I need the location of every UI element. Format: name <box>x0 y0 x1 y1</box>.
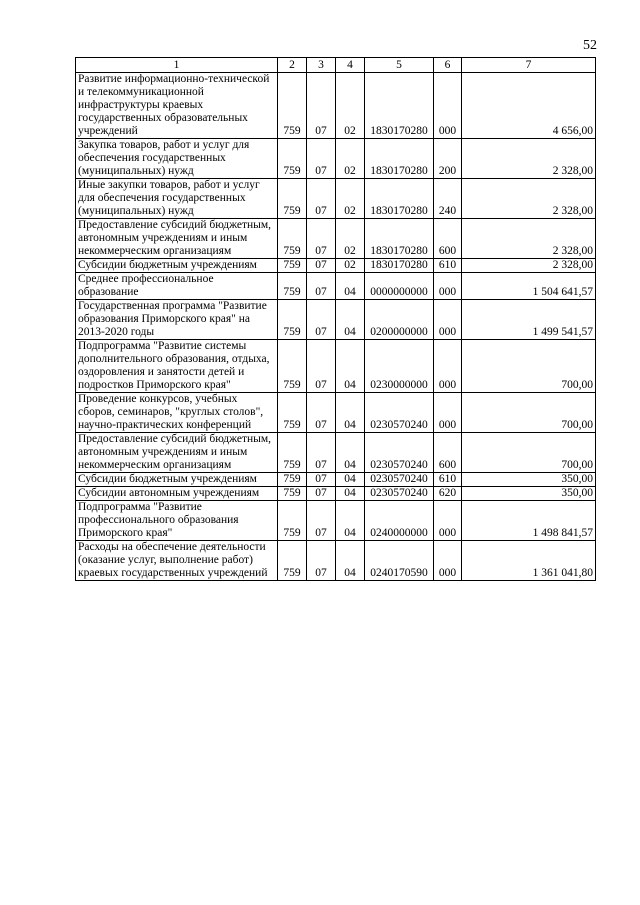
expense-type-cell: 000 <box>434 501 462 541</box>
expense-type-cell: 000 <box>434 340 462 393</box>
target-article-cell: 0230000000 <box>365 340 434 393</box>
table-row <box>76 393 596 433</box>
subsection-code-cell: 04 <box>336 487 365 501</box>
expense-type-cell: 600 <box>434 219 462 259</box>
table-row <box>76 473 596 487</box>
section-code-cell: 07 <box>307 259 336 273</box>
section-code-cell: 07 <box>307 541 336 581</box>
subsection-code-cell: 02 <box>336 259 365 273</box>
section-code-cell: 07 <box>307 139 336 179</box>
section-code-cell: 07 <box>307 473 336 487</box>
table-row <box>76 433 596 473</box>
ministry-code-cell: 759 <box>278 219 307 259</box>
target-article-cell: 1830170280 <box>365 139 434 179</box>
expense-type-cell: 620 <box>434 487 462 501</box>
amount-cell: 4 656,00 <box>462 73 596 139</box>
expense-type-cell: 240 <box>434 179 462 219</box>
ministry-code-cell: 759 <box>278 179 307 219</box>
table-body <box>76 73 596 581</box>
target-article-cell: 0000000000 <box>365 273 434 300</box>
table-row <box>76 73 596 139</box>
expense-type-cell: 610 <box>434 473 462 487</box>
target-article-cell: 0230570240 <box>365 473 434 487</box>
expense-type-cell: 000 <box>434 273 462 300</box>
target-article-cell: 1830170280 <box>365 219 434 259</box>
table-row <box>76 300 596 340</box>
section-code-cell: 07 <box>307 300 336 340</box>
amount-cell: 2 328,00 <box>462 259 596 273</box>
section-code-cell: 07 <box>307 73 336 139</box>
target-article-cell: 1830170280 <box>365 259 434 273</box>
ministry-code-cell: 759 <box>278 73 307 139</box>
expense-name-cell: Предоставление субсидий бюджетным, автономным учреждениям и иным некоммерческим организациям <box>76 219 278 259</box>
column-header: 5 <box>365 58 434 73</box>
column-header: 2 <box>278 58 307 73</box>
section-code-cell: 07 <box>307 393 336 433</box>
ministry-code-cell: 759 <box>278 541 307 581</box>
ministry-code-cell: 759 <box>278 393 307 433</box>
subsection-code-cell: 04 <box>336 340 365 393</box>
column-header: 7 <box>462 58 596 73</box>
table-row <box>76 487 596 501</box>
subsection-code-cell: 04 <box>336 393 365 433</box>
table-row <box>76 340 596 393</box>
ministry-code-cell: 759 <box>278 273 307 300</box>
target-article-cell: 0200000000 <box>365 300 434 340</box>
expense-name-cell: Закупка товаров, работ и услуг для обеспечения государственных (муниципальных) нужд <box>76 139 278 179</box>
ministry-code-cell: 759 <box>278 340 307 393</box>
ministry-code-cell: 759 <box>278 473 307 487</box>
subsection-code-cell: 02 <box>336 219 365 259</box>
budget-table <box>75 57 596 581</box>
expense-type-cell: 600 <box>434 433 462 473</box>
table-header-row <box>76 58 596 73</box>
ministry-code-cell: 759 <box>278 487 307 501</box>
table-row <box>76 273 596 300</box>
amount-cell: 2 328,00 <box>462 179 596 219</box>
expense-name-cell: Субсидии бюджетным учреждениям <box>76 473 278 487</box>
target-article-cell: 0230570240 <box>365 393 434 433</box>
section-code-cell: 07 <box>307 340 336 393</box>
subsection-code-cell: 04 <box>336 273 365 300</box>
expense-name-cell: Среднее профессиональное образование <box>76 273 278 300</box>
subsection-code-cell: 02 <box>336 73 365 139</box>
page-number: 52 <box>583 38 597 53</box>
expense-type-cell: 000 <box>434 393 462 433</box>
expense-type-cell: 000 <box>434 73 462 139</box>
section-code-cell: 07 <box>307 219 336 259</box>
ministry-code-cell: 759 <box>278 501 307 541</box>
target-article-cell: 0240000000 <box>365 501 434 541</box>
subsection-code-cell: 04 <box>336 300 365 340</box>
subsection-code-cell: 02 <box>336 179 365 219</box>
target-article-cell: 0230570240 <box>365 433 434 473</box>
table-row <box>76 259 596 273</box>
target-article-cell: 1830170280 <box>365 73 434 139</box>
column-header: 1 <box>76 58 278 73</box>
expense-name-cell: Иные закупки товаров, работ и услуг для обеспечения государственных (муниципальных) нужд <box>76 179 278 219</box>
amount-cell: 2 328,00 <box>462 139 596 179</box>
expense-type-cell: 000 <box>434 300 462 340</box>
section-code-cell: 07 <box>307 501 336 541</box>
target-article-cell: 0230570240 <box>365 487 434 501</box>
section-code-cell: 07 <box>307 487 336 501</box>
subsection-code-cell: 04 <box>336 473 365 487</box>
expense-name-cell: Субсидии автономным учреждениям <box>76 487 278 501</box>
amount-cell: 700,00 <box>462 340 596 393</box>
ministry-code-cell: 759 <box>278 139 307 179</box>
amount-cell: 700,00 <box>462 433 596 473</box>
amount-cell: 700,00 <box>462 393 596 433</box>
target-article-cell: 0240170590 <box>365 541 434 581</box>
section-code-cell: 07 <box>307 273 336 300</box>
expense-name-cell: Предоставление субсидий бюджетным, автономным учреждениям и иным некоммерческим организациям <box>76 433 278 473</box>
expense-type-cell: 000 <box>434 541 462 581</box>
table-row <box>76 541 596 581</box>
subsection-code-cell: 04 <box>336 501 365 541</box>
amount-cell: 1 498 841,57 <box>462 501 596 541</box>
expense-name-cell: Государственная программа "Развитие образования Приморского края" на 2013-2020 годы <box>76 300 278 340</box>
subsection-code-cell: 02 <box>336 139 365 179</box>
subsection-code-cell: 04 <box>336 433 365 473</box>
expense-name-cell: Субсидии бюджетным учреждениям <box>76 259 278 273</box>
amount-cell: 1 504 641,57 <box>462 273 596 300</box>
table-row <box>76 501 596 541</box>
table-row <box>76 139 596 179</box>
target-article-cell: 1830170280 <box>365 179 434 219</box>
ministry-code-cell: 759 <box>278 300 307 340</box>
column-header: 6 <box>434 58 462 73</box>
expense-name-cell: Развитие информационно-технической и телекоммуникационной инфраструктуры краевых государственных образовательных учреждений <box>76 73 278 139</box>
amount-cell: 1 499 541,57 <box>462 300 596 340</box>
subsection-code-cell: 04 <box>336 541 365 581</box>
expense-name-cell: Расходы на обеспечение деятельности (оказание услуг, выполнение работ) краевых государственных учреждений <box>76 541 278 581</box>
column-header: 3 <box>307 58 336 73</box>
expense-name-cell: Проведение конкурсов, учебных сборов, семинаров, "круглых столов", научно-практических конференций <box>76 393 278 433</box>
amount-cell: 1 361 041,80 <box>462 541 596 581</box>
expense-name-cell: Подпрограмма "Развитие системы дополнительного образования, отдыха, оздоровления и занятости детей и подростков Приморского края" <box>76 340 278 393</box>
table-row <box>76 179 596 219</box>
ministry-code-cell: 759 <box>278 433 307 473</box>
table-row <box>76 219 596 259</box>
ministry-code-cell: 759 <box>278 259 307 273</box>
section-code-cell: 07 <box>307 433 336 473</box>
expense-name-cell: Подпрограмма "Развитие профессионального образования Приморского края" <box>76 501 278 541</box>
amount-cell: 350,00 <box>462 487 596 501</box>
section-code-cell: 07 <box>307 179 336 219</box>
amount-cell: 350,00 <box>462 473 596 487</box>
column-header: 4 <box>336 58 365 73</box>
amount-cell: 2 328,00 <box>462 219 596 259</box>
expense-type-cell: 610 <box>434 259 462 273</box>
expense-type-cell: 200 <box>434 139 462 179</box>
